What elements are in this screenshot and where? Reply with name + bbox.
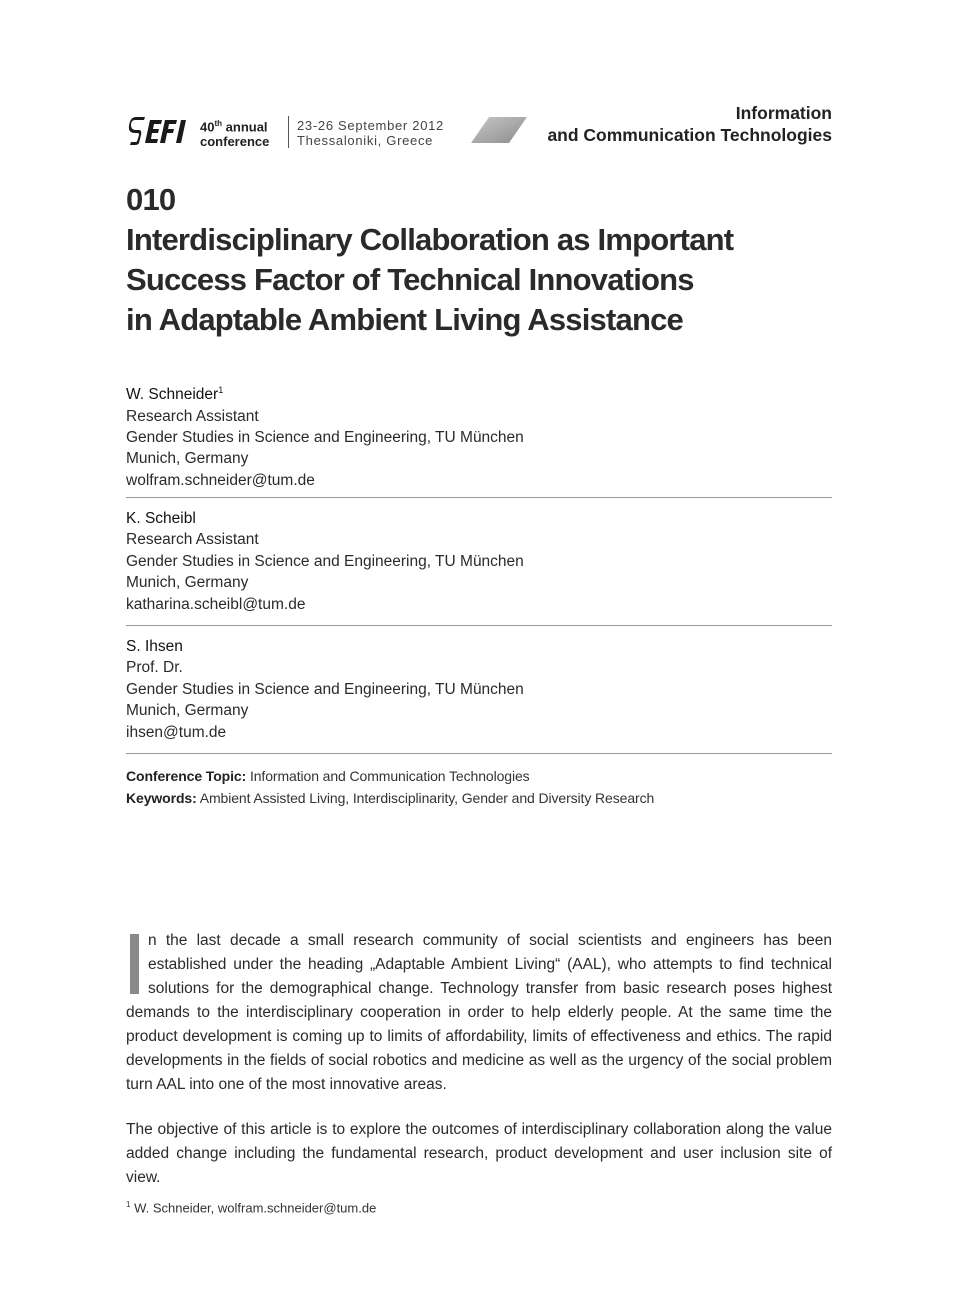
conference-label: 40th annual conference: [200, 119, 270, 150]
author-divider: [126, 497, 832, 498]
author-email[interactable]: ihsen@tum.de: [126, 723, 227, 741]
conference-topic: Conference Topic: Information and Communication Technologies: [126, 768, 530, 784]
author-position: Prof. Dr.: [126, 659, 183, 677]
header-divider: [288, 116, 289, 148]
paper-title: [126, 180, 846, 340]
author-location: Munich, Germany: [126, 702, 249, 720]
author-name: W. Schneider$^1$: [126, 385, 224, 404]
author-name: S. Ihsen: [126, 638, 183, 655]
author-position: Research Assistant: [126, 407, 259, 425]
footnote: $^1$ W. Schneider, wolfram.schneider@tum.de: [126, 1200, 377, 1216]
author-block: [126, 636, 832, 743]
author-affiliation: Gender Studies in Science and Engineering, TU München: [126, 680, 524, 698]
conference-date-location: 23-26 September 2012 Thessaloniki, Greece: [297, 118, 444, 148]
abstract-paragraph: n the last decade a small research community of social scientists and engineers has been established under the heading „Adaptable Ambient Living“ (AAL), who attempts to find technical solutions for the demographical change. Technology transfer from basic research poses highest demands to the interdisciplinary cooperation in order to help elderly people. At the same time the product development is coming up to limits of affordability, limits of effectiveness and ethics. The rapid developments in the fields of social robotics and medicine as well as the urgency of the social problem turn AAL into one of the most innovative areas.: [126, 932, 832, 1093]
page-header: [126, 100, 832, 160]
author-name: K. Scheibl: [126, 510, 196, 527]
author-email[interactable]: katharina.scheibl@tum.de: [126, 595, 306, 613]
sefi-logo: [126, 116, 190, 146]
keywords: Keywords: Ambient Assisted Living, Interdisciplinarity, Gender and Diversity Research: [126, 789, 655, 806]
author-position: Research Assistant: [126, 531, 259, 549]
author-block: [126, 508, 832, 615]
author-affiliation: Gender Studies in Science and Engineering, TU München: [126, 428, 524, 446]
track-title: Information and Communication Technologies: [547, 103, 832, 145]
title-line: Success Factor of Technical Innovations: [126, 262, 694, 297]
header-stripe-graphic: [471, 117, 527, 143]
author-email[interactable]: wolfram.schneider@tum.de: [126, 471, 315, 489]
author-divider: [126, 753, 832, 754]
objective-paragraph: The objective of this article is to explore the outcomes of interdisciplinary collaboration along the value added change including the fundamental research, product development and user inclusion site of view.: [126, 1121, 832, 1186]
dropcap-letter: [126, 934, 142, 994]
author-block: [126, 380, 832, 491]
title-line: Interdisciplinary Collaboration as Important: [126, 222, 734, 257]
author-location: Munich, Germany: [126, 574, 249, 592]
author-affiliation: Gender Studies in Science and Engineering, TU München: [126, 552, 524, 570]
paper-meta: [126, 766, 654, 809]
title-line: in Adaptable Ambient Living Assistance: [126, 302, 683, 337]
paper-number: 010: [126, 182, 176, 217]
author-divider: [126, 625, 832, 626]
author-location: Munich, Germany: [126, 450, 249, 468]
